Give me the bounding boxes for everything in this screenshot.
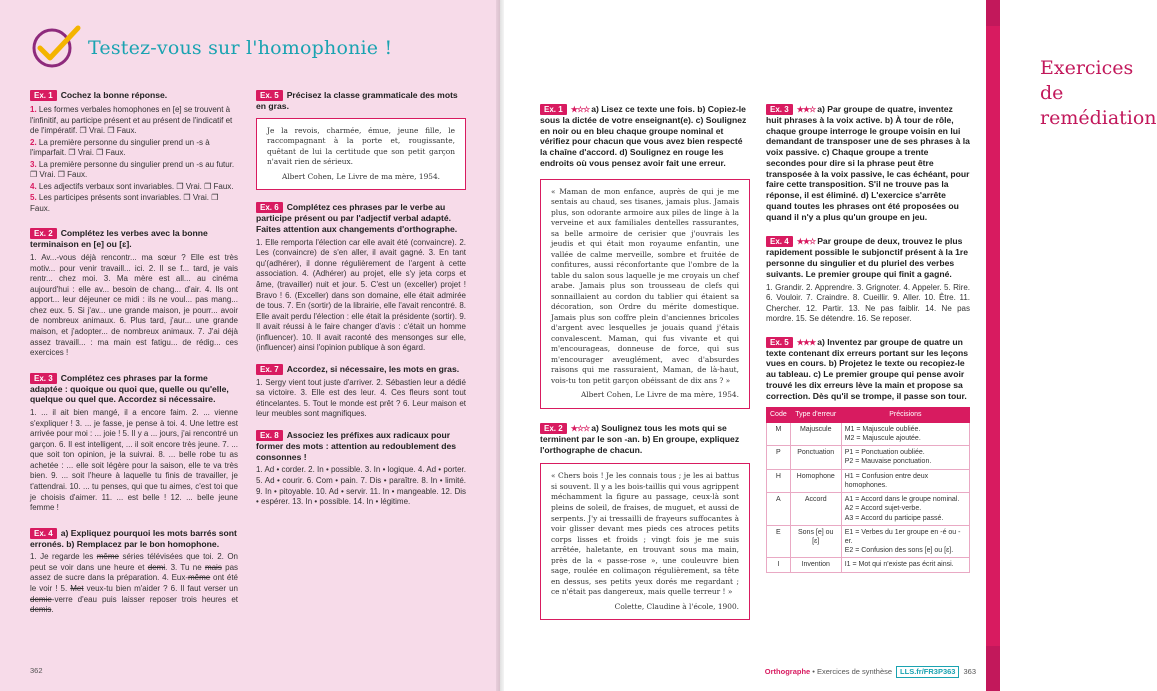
rex3-title: a) Par groupe de quatre, inventez huit phrases à la voix active. b) À tour de rôle, chaque groupe interroge le groupe voisin en lui demandant de transposer une de ses phrases à la voix passive. c) Chaque groupe a trente secondes pour dire si la phrase peut être transposée à la voix passive, le cas échéant, pour faire cette transposition. S'il ne trouve pas la réponse, il est éliminé. d) L'exercice s'arrête quand toutes les phrases ont été proposées ou quand il n'y a plus qu'un groupe en jeu.: [766, 104, 970, 222]
details-cell: H1 = Confusion entre deux homophones.: [841, 469, 969, 492]
ex6-badge: Ex. 6: [256, 202, 283, 213]
error-type-cell: Ponctuation: [790, 446, 841, 469]
right-page-edge: [986, 0, 1000, 691]
code-cell: H: [767, 469, 791, 492]
rex2-title: a) Soulignez tous les mots qui se terminent par le son -an. b) En groupe, expliquez l'orthographe de chacun.: [540, 422, 740, 455]
left-page-edge: [0, 0, 10, 691]
right-col-2: [766, 96, 970, 573]
ex3-title: Complétez ces phrases par la forme adaptée : quoique ou quoi que, quelle ou qu'elle, quelque ou quel que. Accordez si nécessaire.: [30, 372, 229, 405]
ex2-text: 1. Av...-vous déjà rencontr... ma sœur ? Elle est très motiv... pour venir travaill... ici. 2. Il se f... tard, je vais rentr... chez moi. 3. Ma mère est all... au cinéma aujourd'hui : elle av... besoin de chang... d'air. 4. Ils ont apport... leur déjeuner ce midi : ils ne voul... pas mang... chez eux. 5. Si j'av... une grande maison, je pourr... avoir de nombreux animaux. 6. Plus tard, j'aur... une grande maison, et j'adopter... de nombreux animaux. 7. J'ai déjà assez travaill... : ma main est fatigu... de rédig... ces exercices !: [30, 253, 238, 358]
rex3-badge: Ex. 3: [766, 104, 793, 115]
details-cell: I1 = Mot qui n'existe pas écrit ainsi.: [841, 558, 969, 572]
right-col-1: [540, 96, 750, 620]
footer-section: Orthographe: [764, 667, 811, 676]
ex7-text: 1. Sergy vient tout juste d'arriver. 2. Sébastien leur a dédié sa victoire. 3. Elle est des leur. 4. Ces fleurs sont tout étincelantes. 5. Tout le monde est prêt ? 6. Leur maison et leur meubles sont magnifiques.: [256, 377, 466, 419]
ex5-title: Précisez la classe grammaticale des mots en gras.: [256, 90, 458, 111]
table-row: [767, 525, 970, 558]
rex3-header: [766, 104, 970, 222]
rex2-quote: [540, 463, 750, 620]
table-row: [767, 493, 970, 526]
rex1-title: a) Lisez ce texte une fois. b) Copiez-le sous la dictée de votre enseignant(e). c) Soulignez en noir ou en bleu chaque groupe nominal et vérifiez pour chacun que vous avez bien respecté la chaîne d'accord. d) Soulignez en rouge les endroits où vous pensez avoir fait une erreur.: [540, 104, 747, 168]
ex2-header: [30, 228, 238, 250]
right-page: [500, 0, 1157, 691]
left-col-2: [256, 82, 466, 508]
quote-text: « Maman de mon enfance, auprès de qui je me sentais au chaud, ses tisanes, jamais plus. Jamais plus, son odorante armoire aux piles de linge à la verveine et aux familiales dentelles rassurantes, sa belle armoire de cerisier que j'ouvrais les jeudis et qui était mon royaume enfantin, une vallée de calme merveille, sombre et fruitée de confitures, aussi réconfortante que l'ombre de la table du salon sous laquelle je me croyais un chef arabe. Jamais plus son trousseau de clefs qui sonnaillaient au cordon du tablier qui étaient sa décoration, son Ordre du mérite domestique. Jamais plus son coffre plein d'anciennes bricoles d'argent avec lesquelles je jouais quand j'étais convalescent. Maman, qui fus vivante et qui m'encourageas, donneuse de force, qui sus m'encourager aveuglément, avec d'absurdes raisons qui me rassuraient, Maman, de là-haut, vois-tu ton petit garçon obéissant de dix ans ? »: [551, 186, 739, 385]
error-type-cell: Accord: [790, 493, 841, 526]
rex1-quote: [540, 179, 750, 409]
rex4-text: 1. Grandir. 2. Apprendre. 3. Grignoter. 4. Appeler. 5. Rire. 6. Vouloir. 7. Craindre. 8. Cueillir. 9. Aller. 10. Être. 11. Chercher. 12. Partir. 13. Ne pas faiblir. 14. Ne pas mordre. 15. Se détendre. 16. Se reposer.: [766, 282, 970, 324]
ex7-title: Accordez, si nécessaire, les mots en gras.: [286, 363, 460, 374]
list-item: 3. La première personne du singulier prend un -s au futur. ❐ Vrai. ❐ Faux.: [30, 159, 235, 180]
footer-link[interactable]: LLS.fr/FR3P363: [896, 666, 959, 678]
code-cell: E: [767, 525, 791, 558]
left-page: [0, 0, 500, 691]
error-type-cell: Sons [e] ou [ɛ]: [790, 525, 841, 558]
difficulty-stars-icon: ★★☆: [796, 237, 816, 247]
ex1-header: [30, 90, 238, 101]
footer-subsection: • Exercices de synthèse: [810, 667, 893, 676]
rex4-title: Par groupe de deux, trouvez le plus rapidement possible le subjonctif présent à la 1re personne du singulier et du pluriel des verbes suivants. Le premier groupe qui finit a gagné.: [766, 236, 969, 279]
quote-source: Colette, Claudine à l'école, 1900.: [614, 601, 739, 611]
difficulty-stars-icon: ★☆☆: [570, 105, 590, 114]
table-row: [767, 469, 970, 492]
rex5-badge: Ex. 5: [766, 337, 793, 348]
ex4-title: a) Expliquez pourquoi les mots barrés sont erronés. b) Remplacez par le bon homophone.: [30, 527, 237, 549]
details-cell: A1 = Accord dans le groupe nominal. A2 = Accord sujet-verbe. A3 = Accord du participe passé.: [841, 493, 969, 526]
ex2-title: Complétez les verbes avec la bonne terminaison en [e] ou [ɛ].: [30, 228, 208, 250]
list-item: 4. Les adjectifs verbaux sont invariables. ❐ Vrai. ❐ Faux.: [30, 181, 234, 191]
quote-text: « Chers bois ! Je les connais tous ; je les ai battus si souvent. Il y a les bois-taillis qui vous agrippent méchamment la figure au passage, ceux-là sont pleins de soleil, de fraises, de muguet, et aussi de serpents. J'y ai tressailli de frayeurs suffocantes à voir glisser devant mes pieds ces atroces petits corps lisses et froids ; vingt fois je me suis arrêtée, haletante, en trouvant sous ma main, près de la « passe-rose », une couleuvre bien sage, roulée en colimaçon régulièrement, sa tête en dessus, ses petits yeux dorés me regardant ; ce n'était pas dangereux, mais quelle terreur ! »: [551, 471, 739, 597]
rex5-header: [766, 337, 970, 402]
quote-source: Albert Cohen, Le Livre de ma mère, 1954.: [580, 390, 739, 400]
ex3-badge: Ex. 3: [30, 373, 57, 384]
ex5-badge: Ex. 5: [256, 90, 283, 101]
ex1-badge: Ex. 1: [30, 90, 57, 101]
ex5-quote: [256, 118, 466, 191]
table-header-row: Code Type d'erreur Précisions: [767, 408, 970, 422]
ex7-badge: Ex. 7: [256, 364, 283, 375]
error-codes-table: [766, 407, 970, 572]
difficulty-stars-icon: ★★★: [796, 337, 816, 347]
ex8-text: 1. Ad • corder. 2. In • possible. 3. In • logique. 4. Ad • porter. 5. Ad • courir. 6. Com • pain. 7. Dis • paraître. 8. In • limité. 9. In • pitoyable. 10. Ad • servir. 11. In • mangeable. 12. Dis • espérer. 13. In • possible. 14. In • légitime.: [256, 465, 466, 507]
quote-text: Je la revois, charmée, émue, jeune fille, le raccompagnant à la porte et, rougissante, quêtant de lui la certitude que son petit garçon n'avait rien de sérieux.: [267, 125, 455, 167]
ex3-header: [30, 373, 238, 405]
ex6-title: Complétez ces phrases par le verbe au participe présent ou par l'adjectif verbal adapté. Faites attention aux changements d'orthographe.: [256, 202, 458, 235]
code-cell: P: [767, 446, 791, 469]
book-spine: [496, 0, 504, 691]
ex8-badge: Ex. 8: [256, 430, 283, 441]
error-type-cell: Majuscule: [790, 422, 841, 445]
code-cell: A: [767, 493, 791, 526]
page-number-right: 363: [963, 667, 976, 676]
code-cell: I: [767, 558, 791, 572]
ex4-text: 1. Je regarde les même séries télévisées que toi. 2. On peut se voir dans une heure et demi. 3. Tu ne mais pas assez de sucre dans la préparation. 4. Eux-même ont été le voir ! 5. Met veux-tu bien m'aider ? 6. Il faut verser un demie-verre d'eau puis laisser reposer trois heures et demis.: [30, 552, 239, 615]
page-footer-right: [765, 666, 976, 678]
ex7-header: [256, 364, 466, 375]
ex5-header: [256, 90, 466, 112]
error-type-cell: Invention: [790, 558, 841, 572]
error-type-cell: Homophone: [790, 469, 841, 492]
table-row: [767, 558, 970, 572]
ex8-title: Associez les préfixes aux radicaux pour former des mots : attention au redoublement des consonnes !: [256, 429, 457, 462]
rex2-badge: Ex. 2: [540, 423, 567, 434]
ex4-header: [30, 528, 238, 550]
ex2-badge: Ex. 2: [30, 228, 57, 239]
rex1-badge: Ex. 1: [540, 104, 567, 115]
details-cell: E1 = Verbes du 1er groupe en -é ou -er. E2 = Confusion des sons [e] ou [ɛ].: [841, 525, 969, 558]
rex2-header: [540, 423, 750, 455]
rex4-badge: Ex. 4: [766, 236, 793, 247]
ex6-header: [256, 202, 466, 234]
right-page-title: Exercices de remédiation: [1040, 57, 1157, 130]
ex1-title: Cochez la bonne réponse.: [60, 90, 168, 100]
quote-source: Albert Cohen, Le Livre de ma mère, 1954.: [281, 171, 441, 181]
list-item: 1. Les formes verbales homophones en [e] se trouvent à l'infinitif, au participe présent et au présent de l'indicatif et de l'impératif. ❐ Vrai. ❐ Faux.: [30, 105, 233, 136]
ex8-header: [256, 430, 466, 462]
table-row: [767, 422, 970, 445]
left-page-title: Testez-vous sur l'homophonie !: [88, 37, 393, 59]
list-item: 2. La première personne du singulier prend un -s à l'imparfait. ❐ Vrai. ❐ Faux.: [30, 137, 210, 158]
left-col-1: [30, 82, 238, 616]
table-row: [767, 446, 970, 469]
rex4-header: [766, 236, 970, 279]
details-cell: P1 = Ponctuation oubliée. P2 = Mauvaise ponctuation.: [841, 446, 969, 469]
details-cell: M1 = Majuscule oubliée. M2 = Majuscule ajoutée.: [841, 422, 969, 445]
list-item: 5. Les participes présents sont invariables. ❐ Vrai. ❐ Faux.: [30, 193, 219, 213]
table-body: [767, 422, 970, 572]
page-number-left: 362: [30, 666, 43, 675]
difficulty-stars-icon: ★☆☆: [570, 423, 590, 433]
ex1-list: [30, 105, 238, 214]
ex4-badge: Ex. 4: [30, 528, 57, 539]
rex1-header: [540, 104, 750, 169]
code-cell: M: [767, 422, 791, 445]
rex5-title: a) Inventez par groupe de quatre un texte contenant dix erreurs portant sur les leçons vues en cours. b) Projetez le texte ou recopiez-le au tableau. c) Le premier groupe qui pense avoir trouvé les dix erreurs lève la main et propose sa correction. Dès qu'il se trompe, il passe son tour.: [766, 336, 969, 401]
checkmark-icon: [28, 22, 84, 70]
ex3-text: 1. ... il ait bien mangé, il a encore faim. 2. ... vienne s'expliquer ! 3. ... je fasse, je pense à toi. 4. Une lettre est arrivée pour moi : ... joie ! 5. Il y a ... jours, j'ai rencontré un garçon. 6. Il est intelligent, ... il soit encore très jeune. 7. ... que soit ton opinion, je la suivrai. 8. ... belle robe tu as achetée : ... elle soit légère pour la saison, elle te va très bien. 9. ... soit l'heure à laquelle tu finis de travailler, je t'attendrai. 10. ... tu penses, qui que tu aimes, c'est toi que je choisis d'aimer. 11. ... est belle ! 12. ... belle jeune femme !: [30, 408, 238, 513]
ex6-text: 1. Elle remporta l'élection car elle avait été (convaincre). 2. Les (convaincre) de s'en aller, il avait gagné. 3. En tant qu'(adhérer), il donne régulièrement de l'argent à cette association. 4. (Adhérer) au projet, elle s'y jeta corps et âme, (travailler) nuit et jour. 5. C'est un (exceller) projet ! Bravo ! 6. (Exceller) dans son domaine, elle était admirée de tous. 7. En (sortir) de la librairie, elle l'avait rencontré. 8. Elle avait perdu l'élection : elle était la présidente (sortir). 9. Il avait réussi à le faire changer d'avis : c'était un homme (influencer). 10. Il avait raconté des mensonges sur elle, (influencer) ainsi l'opinion publique à son égard.: [256, 237, 466, 353]
difficulty-stars-icon: ★★☆: [796, 105, 816, 114]
